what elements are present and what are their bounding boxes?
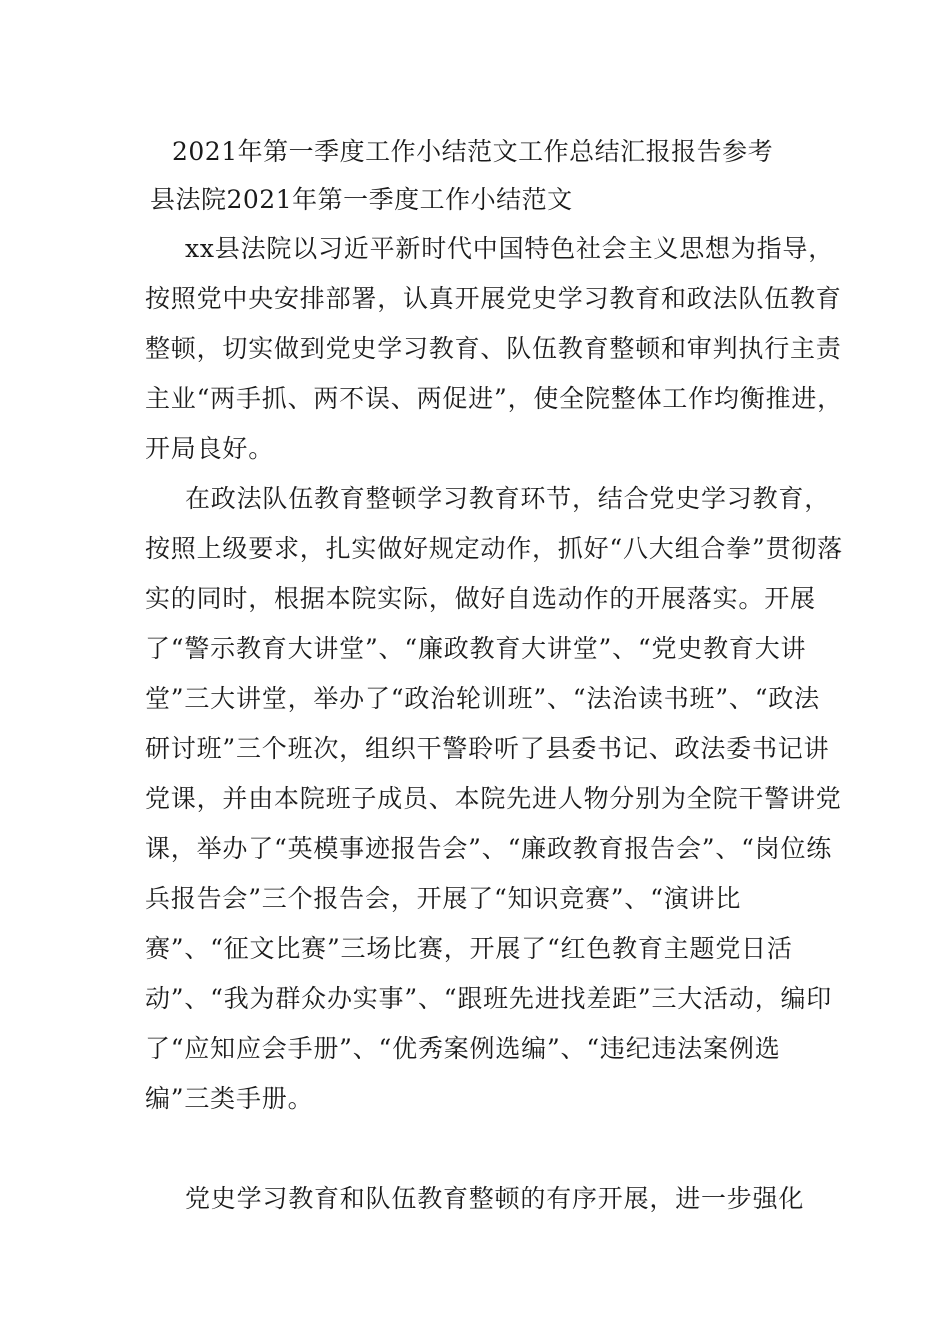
paragraph-1: xx县法院以习近平新时代中国特色社会主义思想为指导，按照党中央安排部署，认真开展党史学习教育和政法队伍教育整顿，切实做到党史学习教育、队伍教育整顿和审判执行主责主业“两手抓、两不误、两促进”，使全院整体工作均衡推进，开局良好。 <box>145 234 843 463</box>
document-subtitle: 县法院2021年第一季度工作小结范文 <box>150 185 573 214</box>
document-title: 2021年第一季度工作小结范文工作总结汇报报告参考 <box>172 137 774 166</box>
paragraph-3: 党史学习教育和队伍教育整顿的有序开展，进一步强化 <box>185 1184 805 1213</box>
paragraph-2: 在政法队伍教育整顿学习教育环节，结合党史学习教育，按照上级要求，扎实做好规定动作，抓好“八大组合拳”贯彻落实的同时，根据本院实际，做好自选动作的开展落实。开展了“警示教育大讲堂”、“廉政教育大讲堂”、“党史教育大讲堂”三大讲堂，举办了“政治轮训班”、“法治读书班”、“政法研讨班”三个班次，组织干警聆听了县委书记、政法委书记讲党课，并由本院班子成员、本院先进人物分别为全院干警讲党课，举办了“英模事迹报告会”、“廉政教育报告会”、“岗位练兵报告会”三个报告会，开展了“知识竞赛”、“演讲比赛”、“征文比赛”三场比赛，开展了“红色教育主题党日活动”、“我为群众办实事”、“跟班先进找差距”三大活动，编印了“应知应会手册”、“优秀案例选编”、“违纪违法案例选编”三类手册。 <box>145 484 843 1113</box>
